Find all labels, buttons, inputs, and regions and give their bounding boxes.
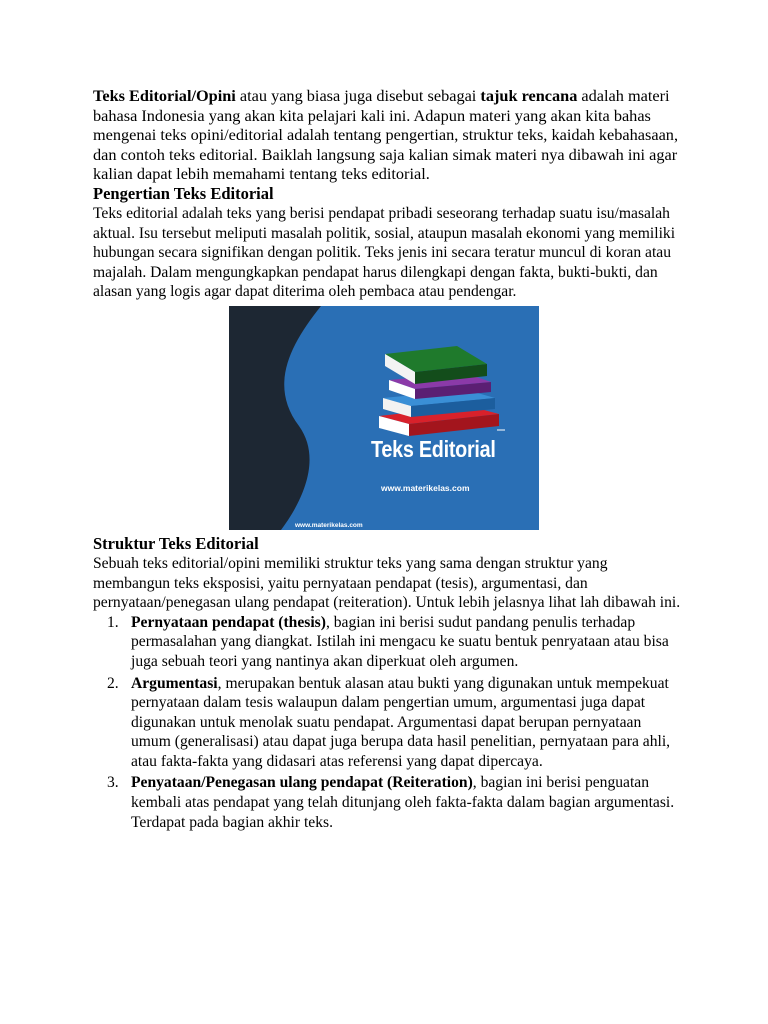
list-item-text: , bagian ini berisi sudut pandang penulis terhadap permasalahan yang diangkat. Istilah ini mengacu ke suatu bentuk penryataan atau bisa juga sebuah teori yang nantinya akan diperkuat oleh argumen.: [131, 613, 669, 670]
intro-term-2: tajuk rencana: [480, 86, 578, 105]
intro-paragraph: [93, 86, 683, 184]
list-number: 1.: [107, 613, 119, 631]
document-page: [93, 86, 683, 834]
banner-url-small: www.materikelas.com: [295, 521, 363, 529]
list-item: [93, 773, 683, 832]
list-number: 2.: [107, 674, 119, 692]
teks-editorial-banner-image: [229, 306, 539, 530]
intro-term: Teks Editorial/Opini: [93, 86, 236, 105]
banner-url: www.materikelas.com: [381, 482, 470, 493]
intro-text-1: atau yang biasa juga disebut sebagai: [235, 86, 481, 105]
structure-heading: Struktur Teks Editorial: [93, 533, 259, 553]
definition-paragraph: Teks editorial adalah teks yang berisi pendapat pribadi seseorang terhadap suatu isu/masalah aktual. Isu tersebut meliputi masalah politik, sosial, ataupun masalah ekonomi yang memiliki hubungan secara signifikan dengan politik. Teks jenis ini secara teratur muncul di koran atau majalah. Dalam mengungkapkan pendapat harus dilengkapi dengan fakta, bukti-bukti, dan alasan yang logis agar dapat diterima oleh pembaca atau pendengar.: [93, 204, 676, 301]
structure-paragraph: Sebuah teks editorial/opini memiliki struktur teks yang sama dengan struktur yang membangun teks eksposisi, yaitu pernyataan pendapat (tesis), argumentasi, dan pernyataan/penegasan ulang pendapat (reiteration). Untuk lebih jelasnya lihat lah dibawah ini.: [93, 554, 681, 612]
intro-text-2: adalah materi bahasa Indonesia yang akan kita pelajari kali ini. Adapun materi yang akan kita bahas mengenai teks opini/editorial adalah tentang pengertian, struktur teks, kaidah kebahasaan, dan contoh teks editorial. Baiklah langsung saja kalian simak materi nya dibawah ini agar kalian dapat lebih memahami tentang teks editorial.: [93, 86, 679, 184]
list-item-term: Pernyataan pendapat (thesis): [131, 613, 326, 631]
list-item: [93, 674, 683, 772]
list-item-term: Argumentasi: [131, 674, 218, 692]
structure-list: [93, 613, 683, 833]
list-number: 3.: [107, 774, 119, 792]
list-item-text: , bagian ini berisi penguatan kembali atas pendapat yang telah ditunjang oleh fakta-fakta dalam bagian argumentasi. Terdapat pada bagian akhir teks.: [131, 774, 675, 831]
banner-title: Teks Editorial: [371, 435, 496, 462]
definition-heading: Pengertian Teks Editorial: [93, 183, 274, 203]
list-item: [93, 613, 683, 672]
list-item-term: Penyataan/Penegasan ulang pendapat (Reiteration): [131, 774, 473, 792]
list-item-text: , merupakan bentuk alasan atau bukti yang digunakan untuk mempekuat pernyataan dalam tesis walaupun dalam pengertian umum, argumentasi juga dapat digunakan untuk menolak suatu pendapat. Argumentasi dapat berupan pernyataan umum (generalisasi) atau dapat juga berupa data hasil penelitian, pernyataan para ahli, atau fakta-fakta yang didasari atas referensi yang dapat dipercaya.: [131, 674, 671, 770]
